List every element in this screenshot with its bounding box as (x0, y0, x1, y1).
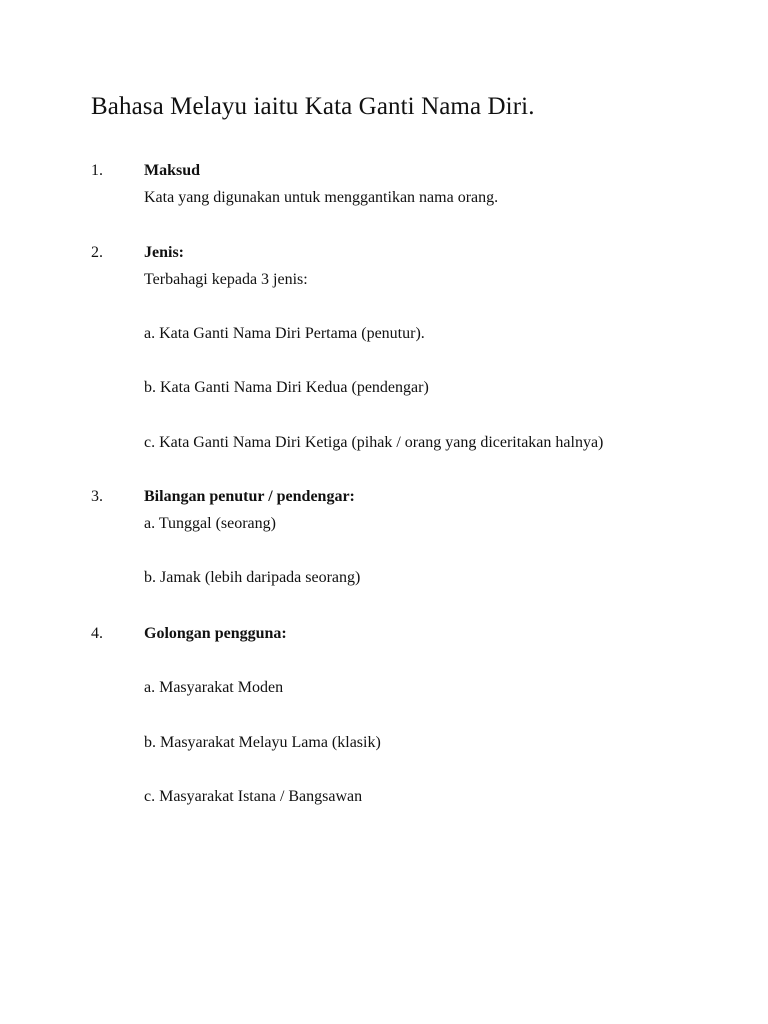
section-2-item-a: a. Kata Ganti Nama Diri Pertama (penutur). (144, 325, 425, 342)
section-4-heading: Golongan pengguna: (144, 625, 287, 642)
section-4-item-b: b. Masyarakat Melayu Lama (klasik) (144, 734, 381, 751)
section-4-number: 4. (91, 625, 103, 642)
section-2-item-c: c. Kata Ganti Nama Diri Ketiga (pihak / orang yang diceritakan halnya) (144, 434, 604, 451)
document-title: Bahasa Melayu iaitu Kata Ganti Nama Diri. (91, 93, 535, 120)
section-2-number: 2. (91, 244, 103, 261)
section-4-item-a: a. Masyarakat Moden (144, 679, 284, 696)
section-2-line-1: Terbahagi kepada 3 jenis: (144, 271, 308, 288)
section-3-item-b: b. Jamak (lebih daripada seorang) (144, 569, 361, 586)
section-4-item-c: c. Masyarakat Istana / Bangsawan (144, 788, 363, 805)
section-1-number: 1. (91, 162, 103, 179)
section-3-number: 3. (91, 488, 103, 505)
section-1-line-1: Kata yang digunakan untuk menggantikan nama orang. (144, 189, 499, 206)
section-2-item-b: b. Kata Ganti Nama Diri Kedua (pendengar) (144, 379, 429, 396)
section-2-heading: Jenis: (144, 244, 184, 261)
section-1-heading: Maksud (144, 162, 201, 179)
section-3-item-a: a. Tunggal (seorang) (144, 515, 276, 532)
section-3-heading: Bilangan penutur / pendengar: (144, 488, 355, 505)
